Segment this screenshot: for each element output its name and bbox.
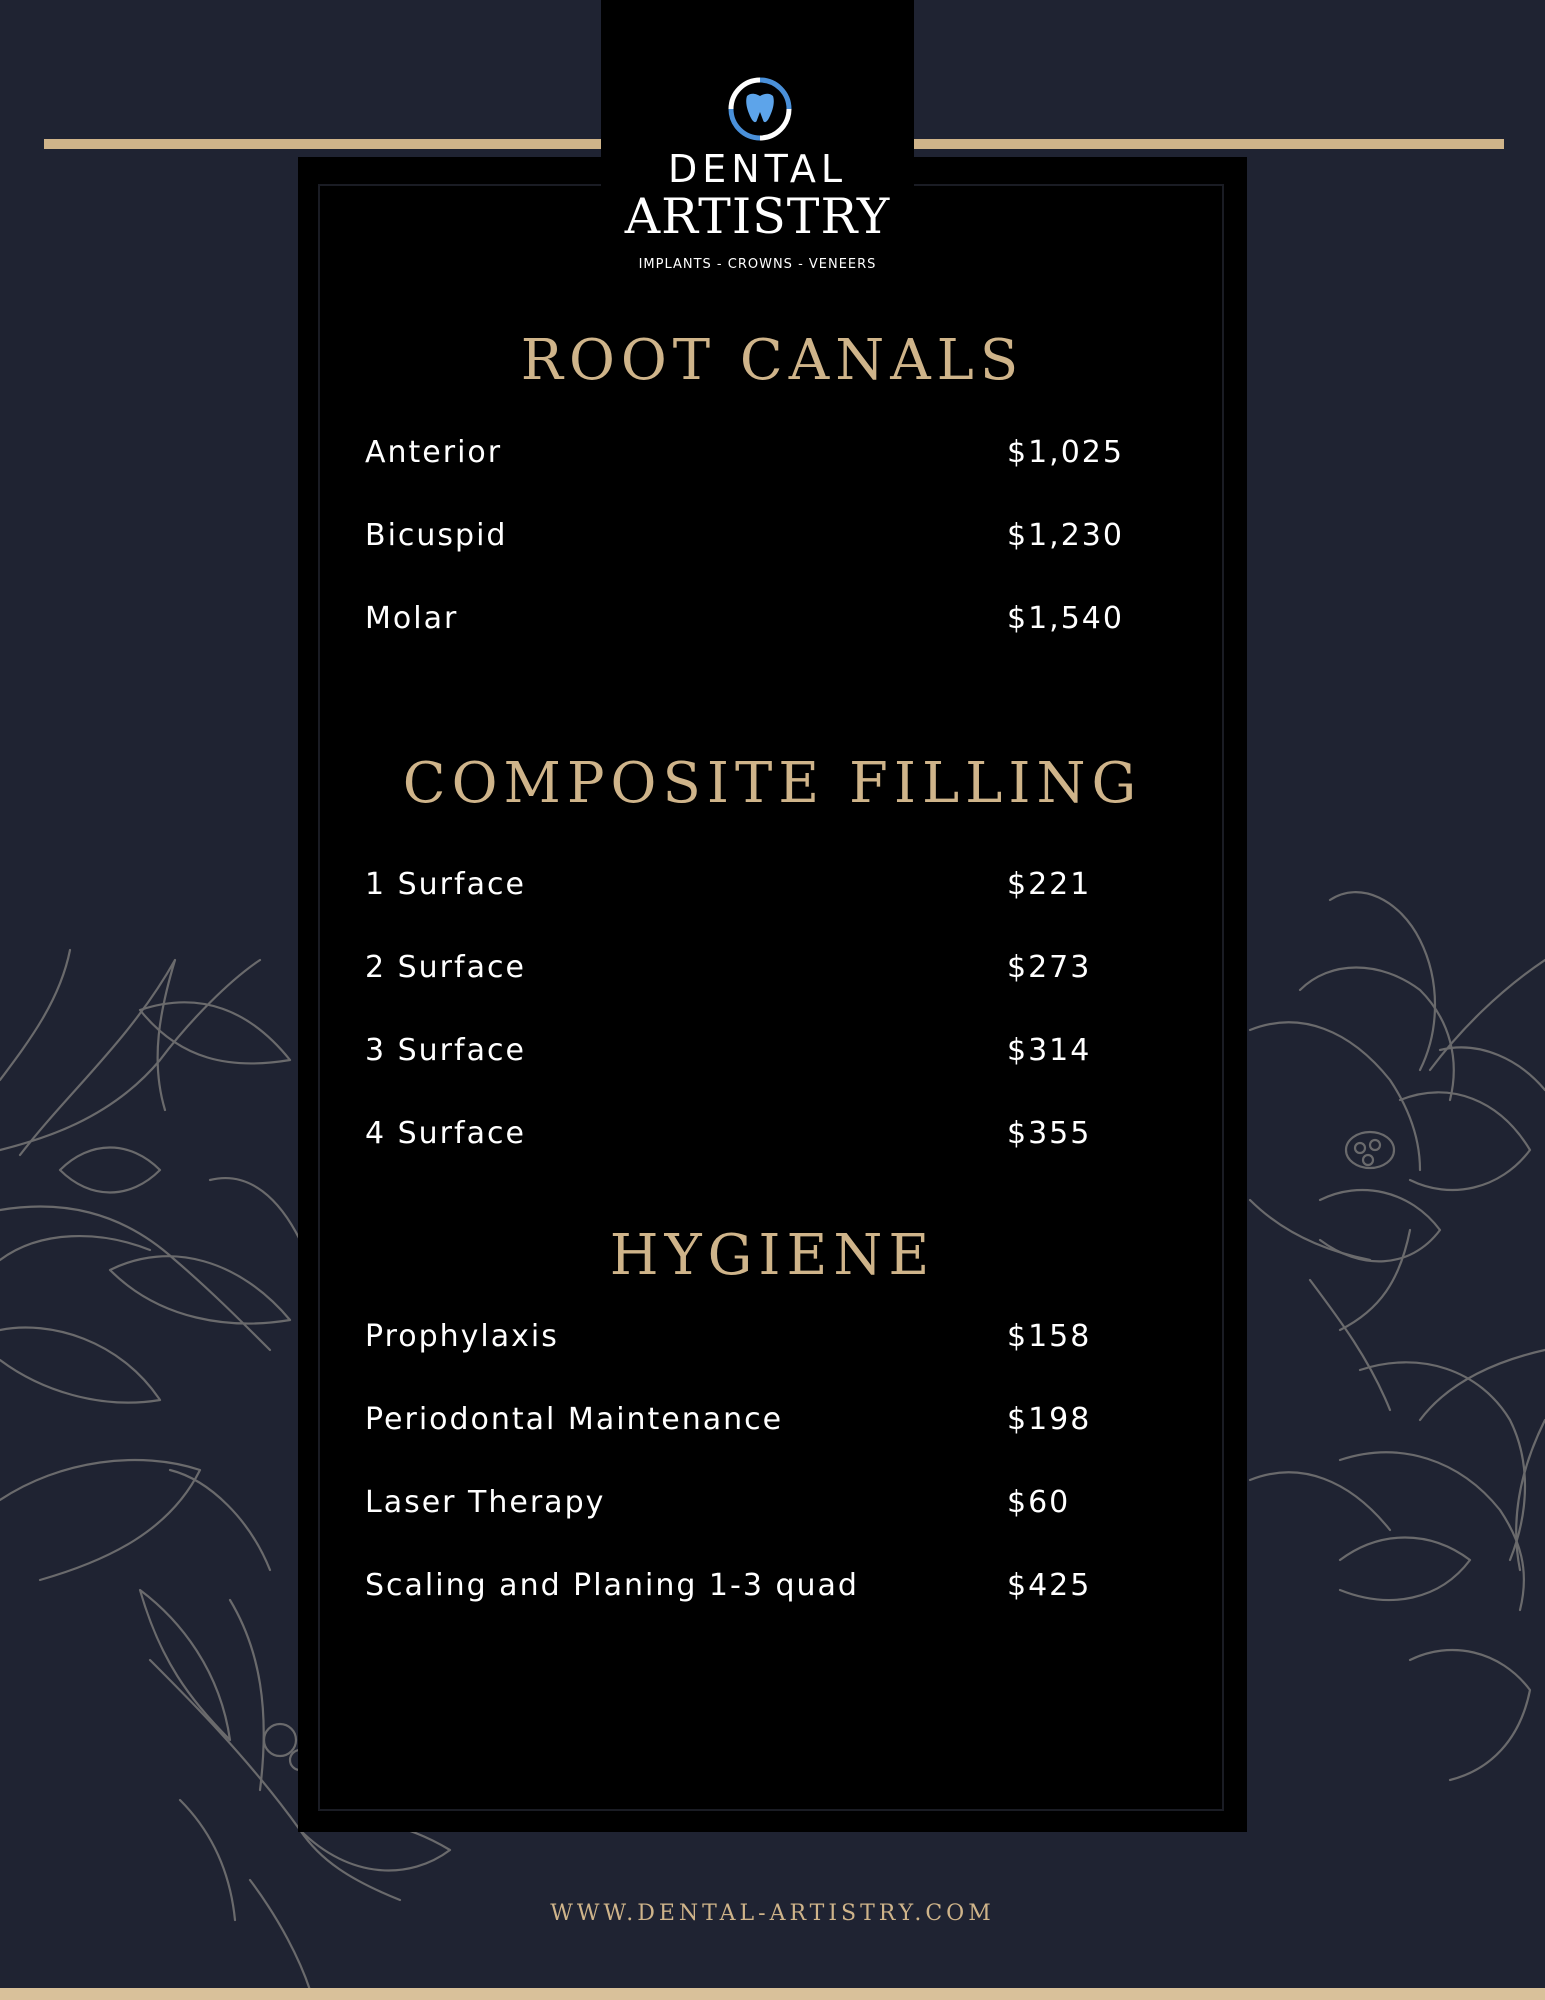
item-price: $425 bbox=[1007, 1568, 1092, 1603]
item-price: $221 bbox=[1007, 867, 1092, 902]
tooth-icon bbox=[727, 76, 793, 142]
item-name: 1 Surface bbox=[365, 867, 526, 902]
website-link[interactable]: WWW.DENTAL-ARTISTRY.COM bbox=[550, 1901, 995, 1926]
item-price: $158 bbox=[1007, 1319, 1092, 1354]
item-name: 3 Surface bbox=[365, 1033, 526, 1068]
item-name: Molar bbox=[365, 601, 459, 636]
brand-name-main: ARTISTRY bbox=[624, 188, 891, 245]
item-price: $1,540 bbox=[1007, 601, 1124, 636]
item-price: $198 bbox=[1007, 1402, 1092, 1437]
item-name: Periodontal Maintenance bbox=[365, 1402, 784, 1437]
item-price: $1,025 bbox=[1007, 435, 1124, 470]
item-name: Prophylaxis bbox=[365, 1319, 559, 1354]
item-name: Scaling and Planing 1-3 quad bbox=[365, 1568, 859, 1603]
item-name: 4 Surface bbox=[365, 1116, 526, 1151]
brand-tagline: IMPLANTS - CROWNS - VENEERS bbox=[638, 257, 877, 272]
logo-panel bbox=[601, 0, 914, 290]
item-price: $60 bbox=[1007, 1485, 1071, 1520]
item-price: $314 bbox=[1007, 1033, 1092, 1068]
section-title-root-canals: ROOT CANALS bbox=[520, 328, 1025, 393]
section-title-hygiene: HYGIENE bbox=[609, 1223, 936, 1288]
item-price: $355 bbox=[1007, 1116, 1092, 1151]
bottom-gold-divider bbox=[0, 1988, 1545, 2000]
brand-name-top: DENTAL bbox=[667, 147, 848, 191]
item-name: 2 Surface bbox=[365, 950, 526, 985]
item-price: $273 bbox=[1007, 950, 1092, 985]
item-name: Anterior bbox=[365, 435, 503, 470]
item-name: Bicuspid bbox=[365, 518, 508, 553]
item-name: Laser Therapy bbox=[365, 1485, 606, 1520]
menu-card-frame bbox=[318, 184, 1224, 1811]
section-title-composite-filling: COMPOSITE FILLING bbox=[402, 751, 1143, 816]
item-price: $1,230 bbox=[1007, 518, 1124, 553]
